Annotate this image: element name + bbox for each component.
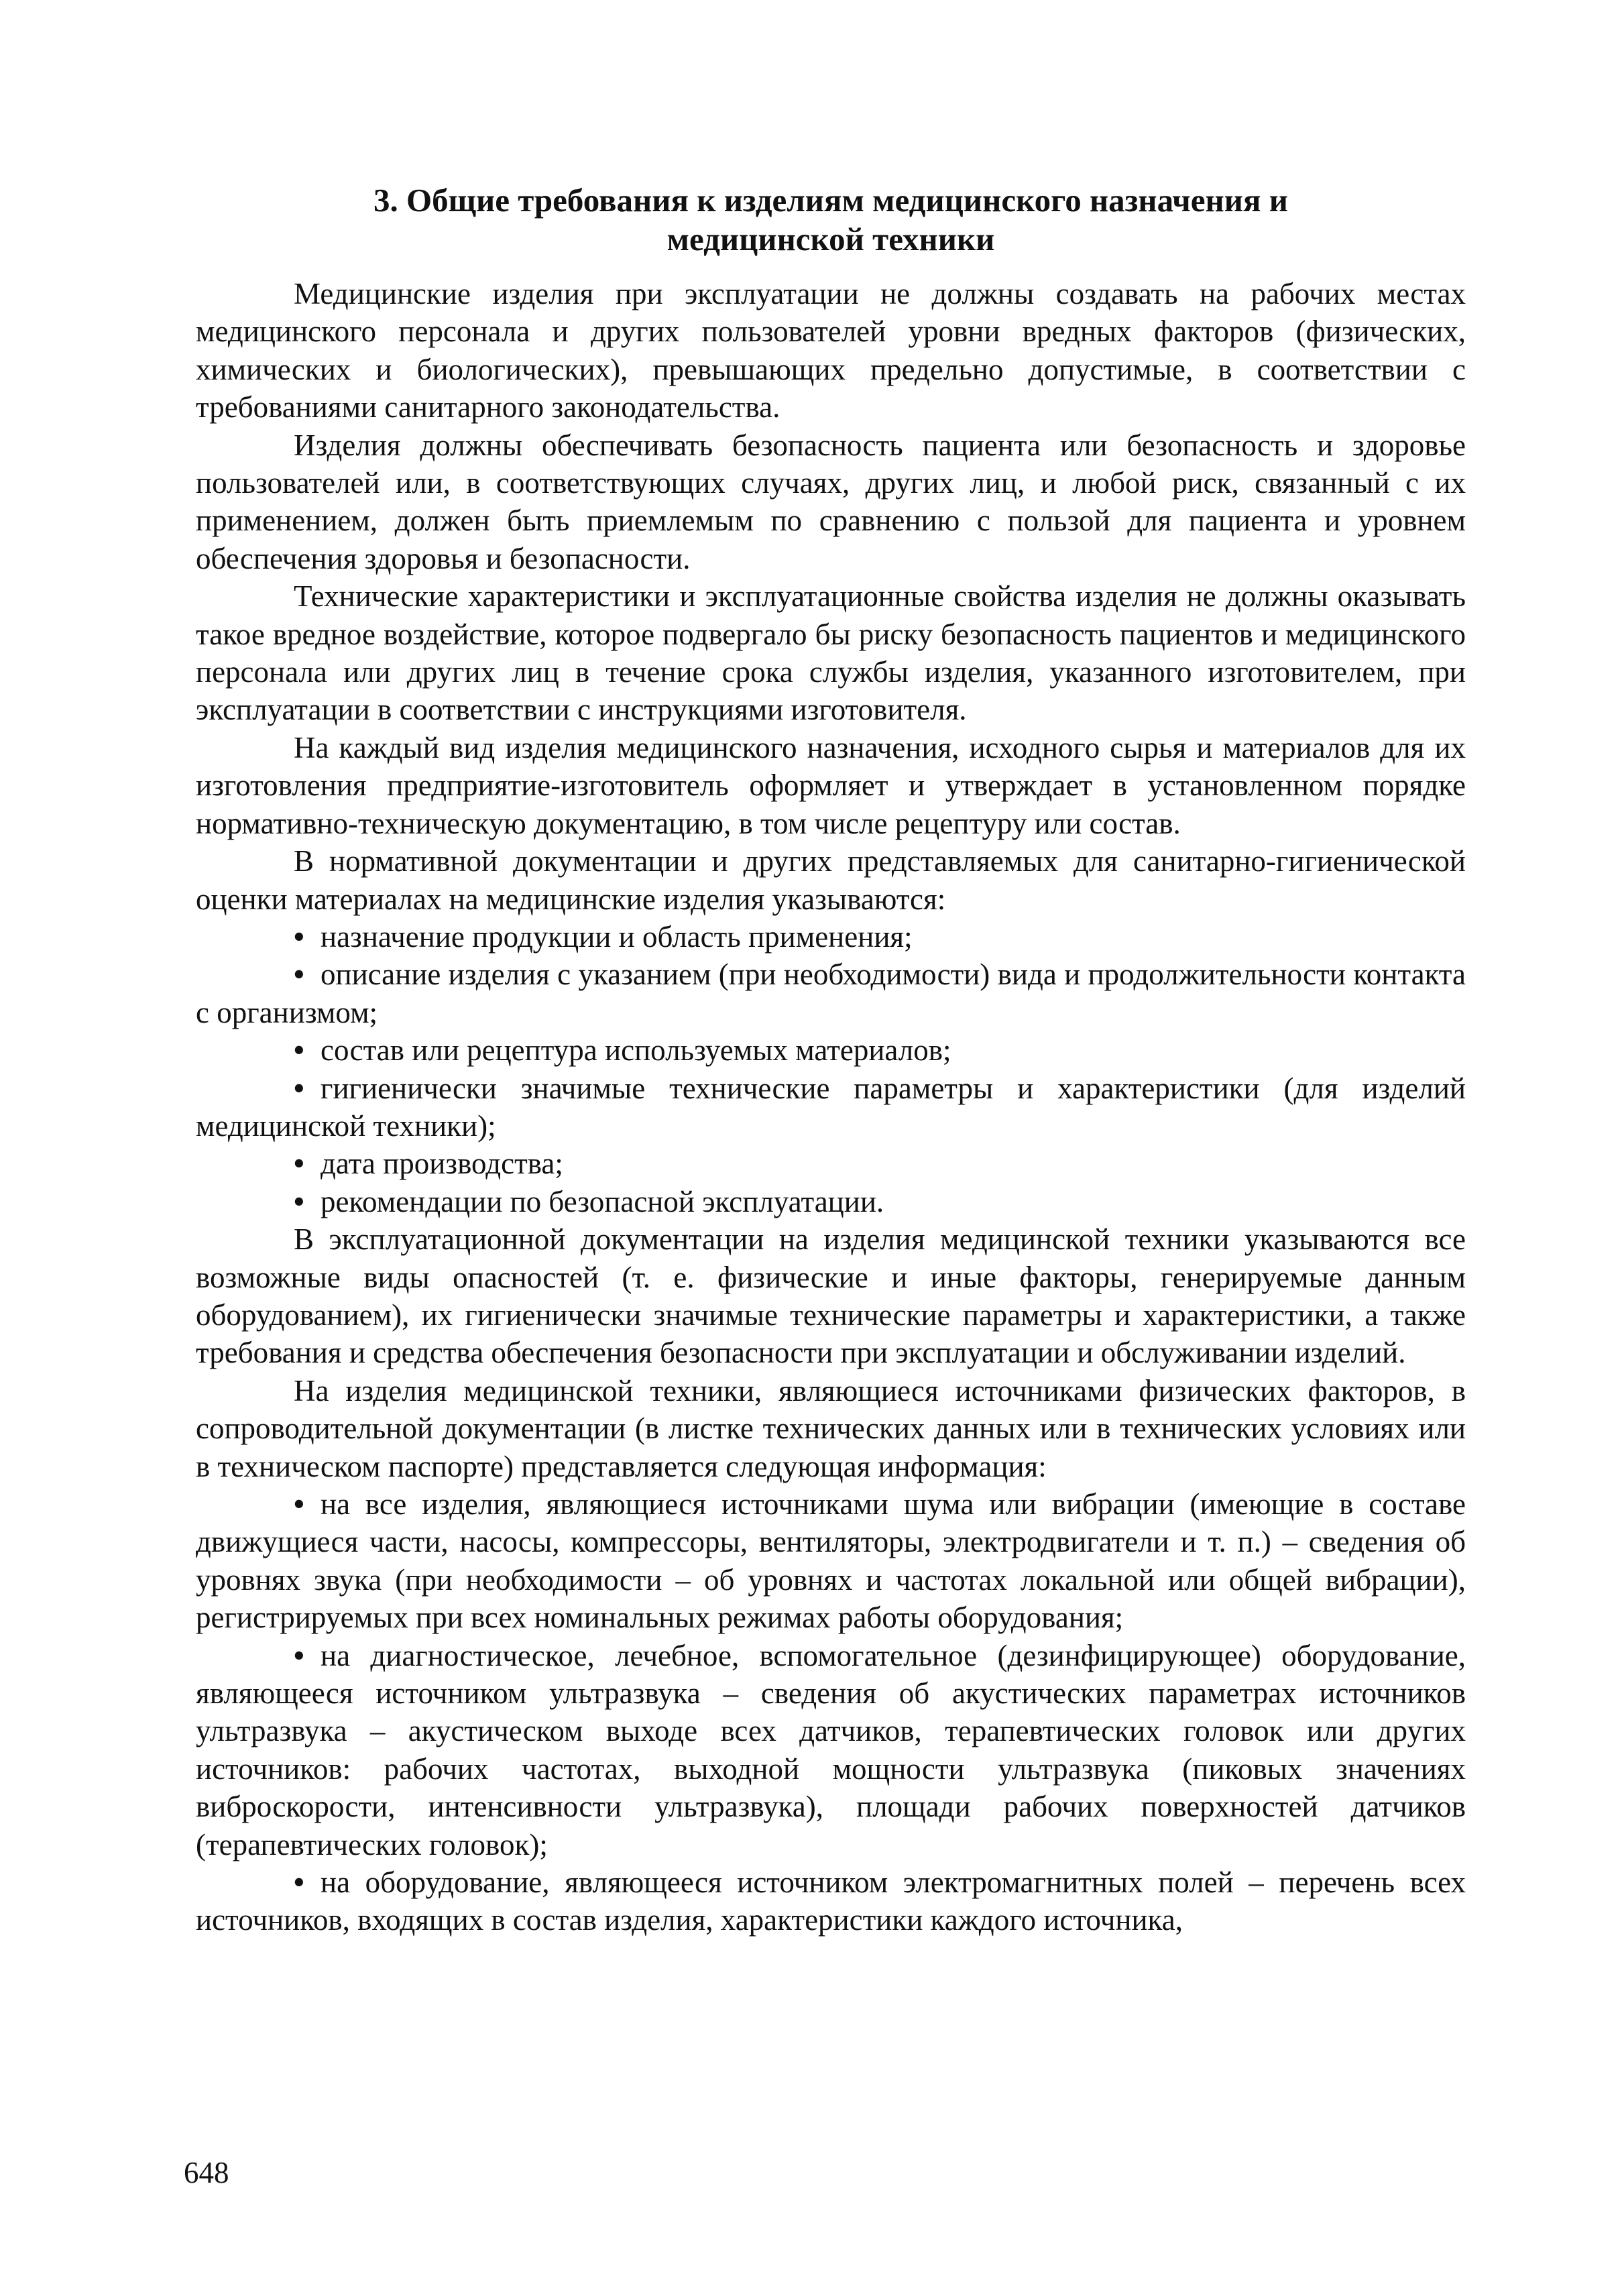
bullet-item (196, 1031, 1466, 1069)
bullet-item (196, 1145, 1466, 1182)
paragraph: На каждый вид изделия медицинского назначения, исходного сырья и материалов для их изготовления предприятие-изготовитель оформляет и утверждает в установленном порядке нормативно-техническую документацию, в том числе рецептуру или состав. (196, 730, 1466, 840)
paragraph: Изделия должны обеспечивать безопасность пациента или безопасность и здоровье пользователей или, в соответствующих случаях, других лиц, и любой риск, связанный с их применением, должен быть приемлемым по сравнению с пользой для пациента и уровнем обеспечения здоровья и безопасности. (196, 428, 1466, 575)
bullet-item-text: описание изделия с указанием (при необходимости) вида и продолжительности контакта с организмом; (196, 958, 1466, 1029)
paragraph: В эксплуатационной документации на изделия медицинской техники указываются все возможные виды опасностей (т. е. физические и иные факторы, генерируемые данным оборудованием), их гигиенически значимые технические параметры и характеристики, а также требования и средства обеспечения безопасности при эксплуатации и обслуживании изделий. (196, 1222, 1466, 1370)
bullet-item (196, 1070, 1466, 1145)
paragraph: Технические характеристики и эксплуатационные свойства изделия не должны оказывать такое вредное воздействие, которое подвергало бы риску безопасность пациентов и медицинского персонала или других лиц в течение срока службы изделия, указанного изготовителем, при эксплуатации в соответствии с инструкциями изготовителя. (196, 579, 1466, 727)
page-number: 648 (184, 2156, 229, 2189)
paragraph: В нормативной документации и других представляемых для санитарно-гигиенической оценки материалах на медицинские изделия указываются: (196, 844, 1466, 916)
bullet-item-text: дата производства; (321, 1147, 563, 1181)
section-title-line-2: медицинской техники (666, 221, 995, 257)
paragraph: На изделия медицинской техники, являющиеся источниками физических факторов, в сопроводительной документации (в листке технических данных или в технических условиях или в техническом паспорте) представляется следующая информация: (196, 1373, 1466, 1483)
bullet-item-text: назначение продукции и область применения; (321, 919, 913, 954)
document-body (196, 275, 1466, 1939)
bullet-item (196, 956, 1466, 1031)
document-page (196, 181, 1466, 1939)
bullet-item-text: гигиенически значимые технические параметры и характеристики (для изделий медицинской техники); (196, 1071, 1466, 1143)
bullet-item-text: на оборудование, являющееся источником электромагнитных полей – перечень всех источников, входящих в состав изделия, характеристики каждого источника, (196, 1866, 1466, 1937)
bullet-item-text: рекомендации по безопасной эксплуатации. (321, 1184, 884, 1218)
bullet-item-text: состав или рецептура используемых материалов; (321, 1033, 951, 1068)
bullet-item (196, 1637, 1466, 1863)
bullet-item-text: на диагностическое, лечебное, вспомогательное (дезинфицирующее) оборудование, являющееся источником ультразвука – сведения об акустических параметрах источников ультразвука – акустическом выходе всех датчиков, терапевтических головок или других источников: рабочих частотах, выходной мощности ультразвука (пиковых значениях виброскорости, интенсивности ультразвука), площади рабочих поверхностей датчиков (терапевтических головок); (196, 1638, 1466, 1861)
section-title (196, 181, 1466, 259)
bullet-item (196, 918, 1466, 956)
section-title-line-1: 3. Общие требования к изделиям медицинского назначения и (373, 182, 1288, 219)
bullet-item-text: на все изделия, являющиеся источниками шума или вибрации (имеющие в составе движущиеся части, насосы, компрессоры, вентиляторы, электродвигатели и т. п.) – сведения об уровнях звука (при необходимости – об уровнях и частотах локальной или общей вибрации), регистрируемых при всех номинальных режимах работы оборудования; (196, 1487, 1466, 1635)
bullet-item (196, 1485, 1466, 1637)
paragraph: Медицинские изделия при эксплуатации не должны создавать на рабочих местах медицинского персонала и других пользователей уровни вредных факторов (физических, химических и биологических), превышающих предельно допустимые, в соответствии с требованиями санитарного законодательства. (196, 277, 1466, 424)
bullet-item (196, 1183, 1466, 1220)
bullet-item (196, 1863, 1466, 1939)
